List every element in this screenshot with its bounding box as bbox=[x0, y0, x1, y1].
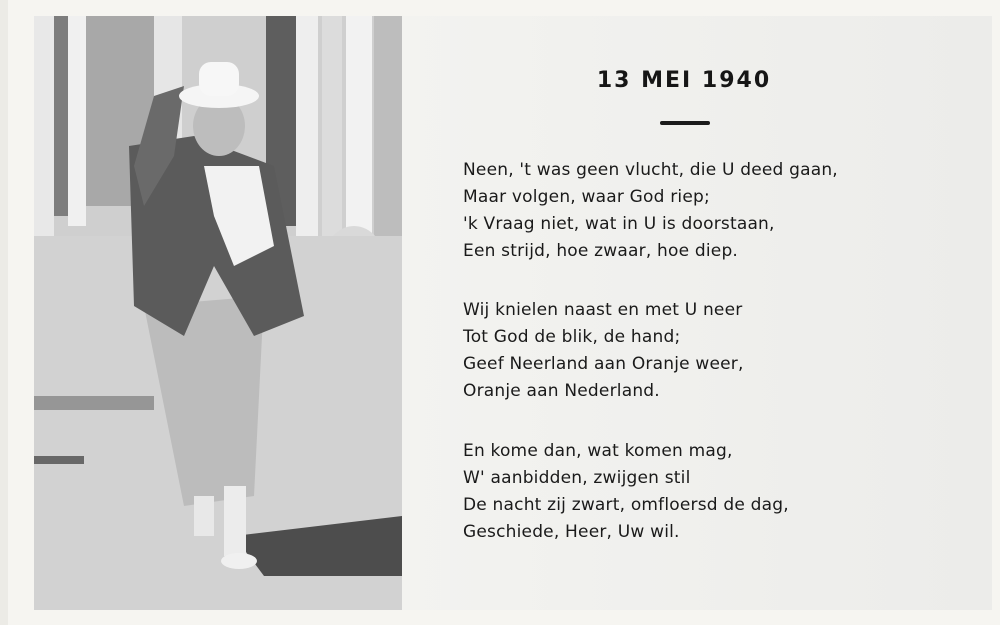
title-divider bbox=[660, 121, 710, 125]
poem-line: En kome dan, wat komen mag, bbox=[463, 441, 733, 461]
poem-line: Een strijd, hoe zwaar, hoe diep. bbox=[463, 241, 739, 261]
poem-line: Tot God de blik, de hand; bbox=[463, 327, 681, 347]
poem-title: 13 MEI 1940 bbox=[596, 68, 772, 93]
stanza-2 bbox=[463, 297, 744, 405]
photo-illustration bbox=[34, 16, 402, 610]
portrait-photo bbox=[34, 16, 402, 610]
poem-line: Geschiede, Heer, Uw wil. bbox=[463, 522, 680, 542]
poem-line: W' aanbidden, zwijgen stil bbox=[463, 468, 691, 488]
poem-line: Oranje aan Nederland. bbox=[463, 381, 660, 401]
poem-panel bbox=[402, 16, 992, 610]
stanza-3 bbox=[463, 438, 789, 546]
poem-line: 'k Vraag niet, wat in U is doorstaan, bbox=[463, 214, 775, 234]
poem-line: Geef Neerland aan Oranje weer, bbox=[463, 354, 744, 374]
stanza-1 bbox=[463, 157, 838, 265]
poem-line: Maar volgen, waar God riep; bbox=[463, 187, 710, 207]
poem-line: Wij knielen naast en met U neer bbox=[463, 300, 743, 320]
poem-line: Neen, 't was geen vlucht, die U deed gaan, bbox=[463, 160, 838, 180]
poem-line: De nacht zij zwart, omfloersd de dag, bbox=[463, 495, 789, 515]
